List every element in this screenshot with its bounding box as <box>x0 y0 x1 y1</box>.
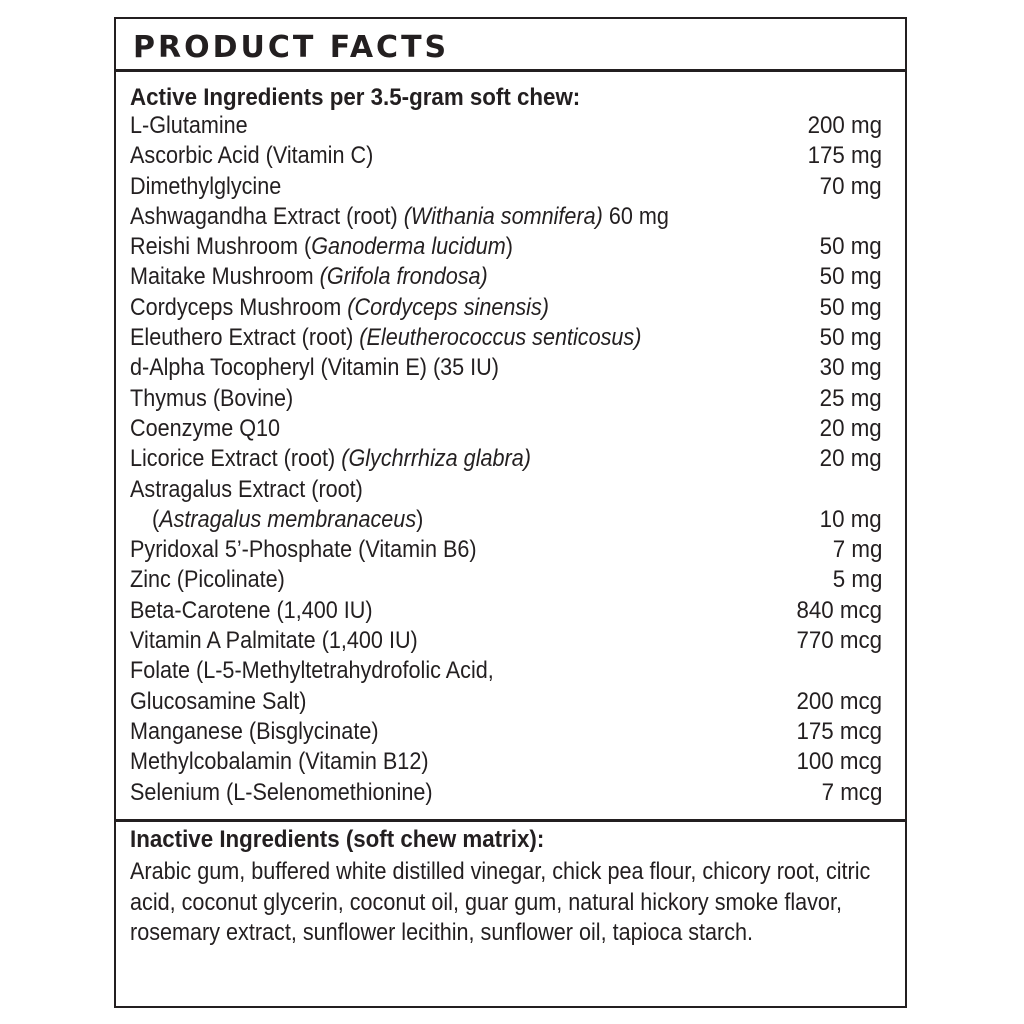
ingredient-name <box>130 111 248 141</box>
ingredient-amount: 840 mcg <box>796 596 882 624</box>
ingredient-name <box>130 141 373 171</box>
ingredient-name <box>130 353 499 383</box>
product-facts-panel <box>114 17 907 1008</box>
ingredient-amount: 200 mcg <box>796 687 882 715</box>
ingredient-label: Selenium (L-Selenomethionine) <box>130 778 433 806</box>
ingredient-name <box>130 384 293 414</box>
ingredient-amount: 100 mcg <box>796 748 882 776</box>
inactive-ingredients-text: Arabic gum, buffered white distilled vinegar, chick pea flour, chicory root, citric acid, coconut glycerin, coconut oil, guar gum, natural hickory smoke flavor, rosemary extract, sunflower lecithin, sunflower oil, tapioca starch. <box>130 858 871 947</box>
ingredient-name <box>130 202 669 232</box>
ingredient-name <box>130 596 373 626</box>
ingredient-label: Ascorbic Acid (Vitamin C) <box>130 142 374 170</box>
ingredient-label-suffix: ) <box>505 233 513 261</box>
ingredient-amount: 30 mg <box>819 354 882 382</box>
ingredient-name <box>130 232 513 262</box>
ingredient-row <box>130 384 882 414</box>
ingredient-name <box>130 414 280 444</box>
ingredient-name <box>130 626 418 656</box>
ingredient-row <box>130 687 882 717</box>
ingredient-amount: 7 mcg <box>821 778 882 806</box>
ingredient-label: Cordyceps Mushroom <box>130 293 348 321</box>
ingredient-label: ( <box>152 505 160 533</box>
ingredient-label-suffix: ) <box>416 505 424 533</box>
active-ingredients-heading: Active Ingredients per 3.5-gram soft chew: <box>130 84 581 111</box>
ingredient-label: Manganese (Bisglycinate) <box>130 717 379 745</box>
ingredient-name <box>130 565 285 595</box>
ingredient-label: Zinc (Picolinate) <box>130 566 285 594</box>
ingredient-row <box>130 232 882 262</box>
scientific-name: Astragalus membranaceus <box>159 505 417 533</box>
ingredient-amount: 10 mg <box>819 505 882 533</box>
ingredient-row <box>130 353 882 383</box>
ingredient-label: Thymus (Bovine) <box>130 384 294 412</box>
ingredient-amount: 50 mg <box>819 293 882 321</box>
ingredient-row <box>130 778 882 808</box>
ingredient-label: Astragalus Extract (root) <box>130 475 363 503</box>
ingredient-row <box>130 505 882 535</box>
ingredient-row <box>130 565 882 595</box>
ingredient-row <box>130 475 882 505</box>
ingredient-label: L-Glutamine <box>130 112 248 139</box>
ingredient-name <box>130 747 429 777</box>
ingredient-row <box>130 444 882 474</box>
ingredient-name <box>130 262 488 292</box>
active-ingredients-list <box>130 111 882 808</box>
ingredient-row <box>130 747 882 777</box>
ingredient-label: Eleuthero Extract (root) <box>130 324 360 352</box>
ingredient-label: d-Alpha Tocopheryl (Vitamin E) (35 IU) <box>130 354 499 382</box>
ingredient-name <box>130 778 433 808</box>
ingredient-amount: 175 mcg <box>796 717 882 745</box>
ingredient-name <box>130 717 379 747</box>
ingredient-label: Reishi Mushroom ( <box>130 233 312 261</box>
scientific-name: (Withania somnifera) <box>403 202 603 230</box>
ingredient-amount: 20 mg <box>819 445 882 473</box>
ingredient-amount: 50 mg <box>819 324 882 352</box>
ingredient-label: Folate (L-5-Methyltetrahydrofolic Acid, <box>130 657 494 685</box>
ingredient-row <box>130 596 882 626</box>
ingredient-name <box>130 172 281 202</box>
ingredient-row <box>130 535 882 565</box>
ingredient-amount: 200 mg <box>807 112 882 139</box>
ingredient-name <box>152 505 423 535</box>
ingredient-row <box>130 323 882 353</box>
ingredient-label: Dimethylglycine <box>130 172 282 200</box>
ingredient-name <box>130 535 477 565</box>
ingredient-row <box>130 293 882 323</box>
product-facts-title: PRODUCT FACTS <box>133 30 450 65</box>
ingredient-name <box>130 293 549 323</box>
section-divider <box>116 819 905 822</box>
ingredient-label: Pyridoxal 5’-Phosphate (Vitamin B6) <box>130 536 477 564</box>
scientific-name: (Grifola frondosa) <box>319 263 488 291</box>
scientific-name: (Cordyceps sinensis) <box>347 293 549 321</box>
ingredient-label: Glucosamine Salt) <box>130 687 307 715</box>
ingredient-label-suffix: 60 mg <box>602 202 669 230</box>
ingredient-label: Licorice Extract (root) <box>130 445 342 473</box>
ingredient-row <box>130 111 882 141</box>
ingredient-amount: 5 mg <box>832 566 882 594</box>
ingredient-amount: 50 mg <box>819 233 882 261</box>
ingredient-row <box>130 656 882 686</box>
ingredient-label: Beta-Carotene (1,400 IU) <box>130 596 373 624</box>
inactive-ingredients-heading: Inactive Ingredients (soft chew matrix): <box>130 826 545 853</box>
ingredient-amount: 20 mg <box>819 414 882 442</box>
ingredient-amount: 770 mcg <box>796 627 882 655</box>
ingredient-row <box>130 172 882 202</box>
ingredient-row <box>130 141 882 171</box>
ingredient-row <box>130 262 882 292</box>
scientific-name: (Eleutherococcus senticosus) <box>359 324 642 352</box>
ingredient-amount: 175 mg <box>807 142 882 170</box>
ingredient-name <box>130 444 531 474</box>
ingredient-name <box>130 656 494 686</box>
ingredient-label: Methylcobalamin (Vitamin B12) <box>130 748 429 776</box>
ingredient-row <box>130 717 882 747</box>
ingredient-amount: 7 mg <box>832 536 882 564</box>
title-divider <box>116 69 905 72</box>
ingredient-label: Maitake Mushroom <box>130 263 320 291</box>
ingredient-label: Coenzyme Q10 <box>130 414 281 442</box>
ingredient-amount: 25 mg <box>819 384 882 412</box>
ingredient-amount: 50 mg <box>819 263 882 291</box>
ingredient-name <box>130 475 363 505</box>
scientific-name: (Glychrrhiza glabra) <box>341 445 531 473</box>
ingredient-name <box>130 687 306 717</box>
ingredient-label: Vitamin A Palmitate (1,400 IU) <box>130 627 418 655</box>
ingredient-name <box>130 323 641 353</box>
ingredient-row <box>130 414 882 444</box>
ingredient-amount: 70 mg <box>819 172 882 200</box>
ingredient-label: Ashwagandha Extract (root) <box>130 202 404 230</box>
ingredient-row <box>130 202 882 232</box>
ingredient-row <box>130 626 882 656</box>
scientific-name: Ganoderma lucidum <box>311 233 506 261</box>
